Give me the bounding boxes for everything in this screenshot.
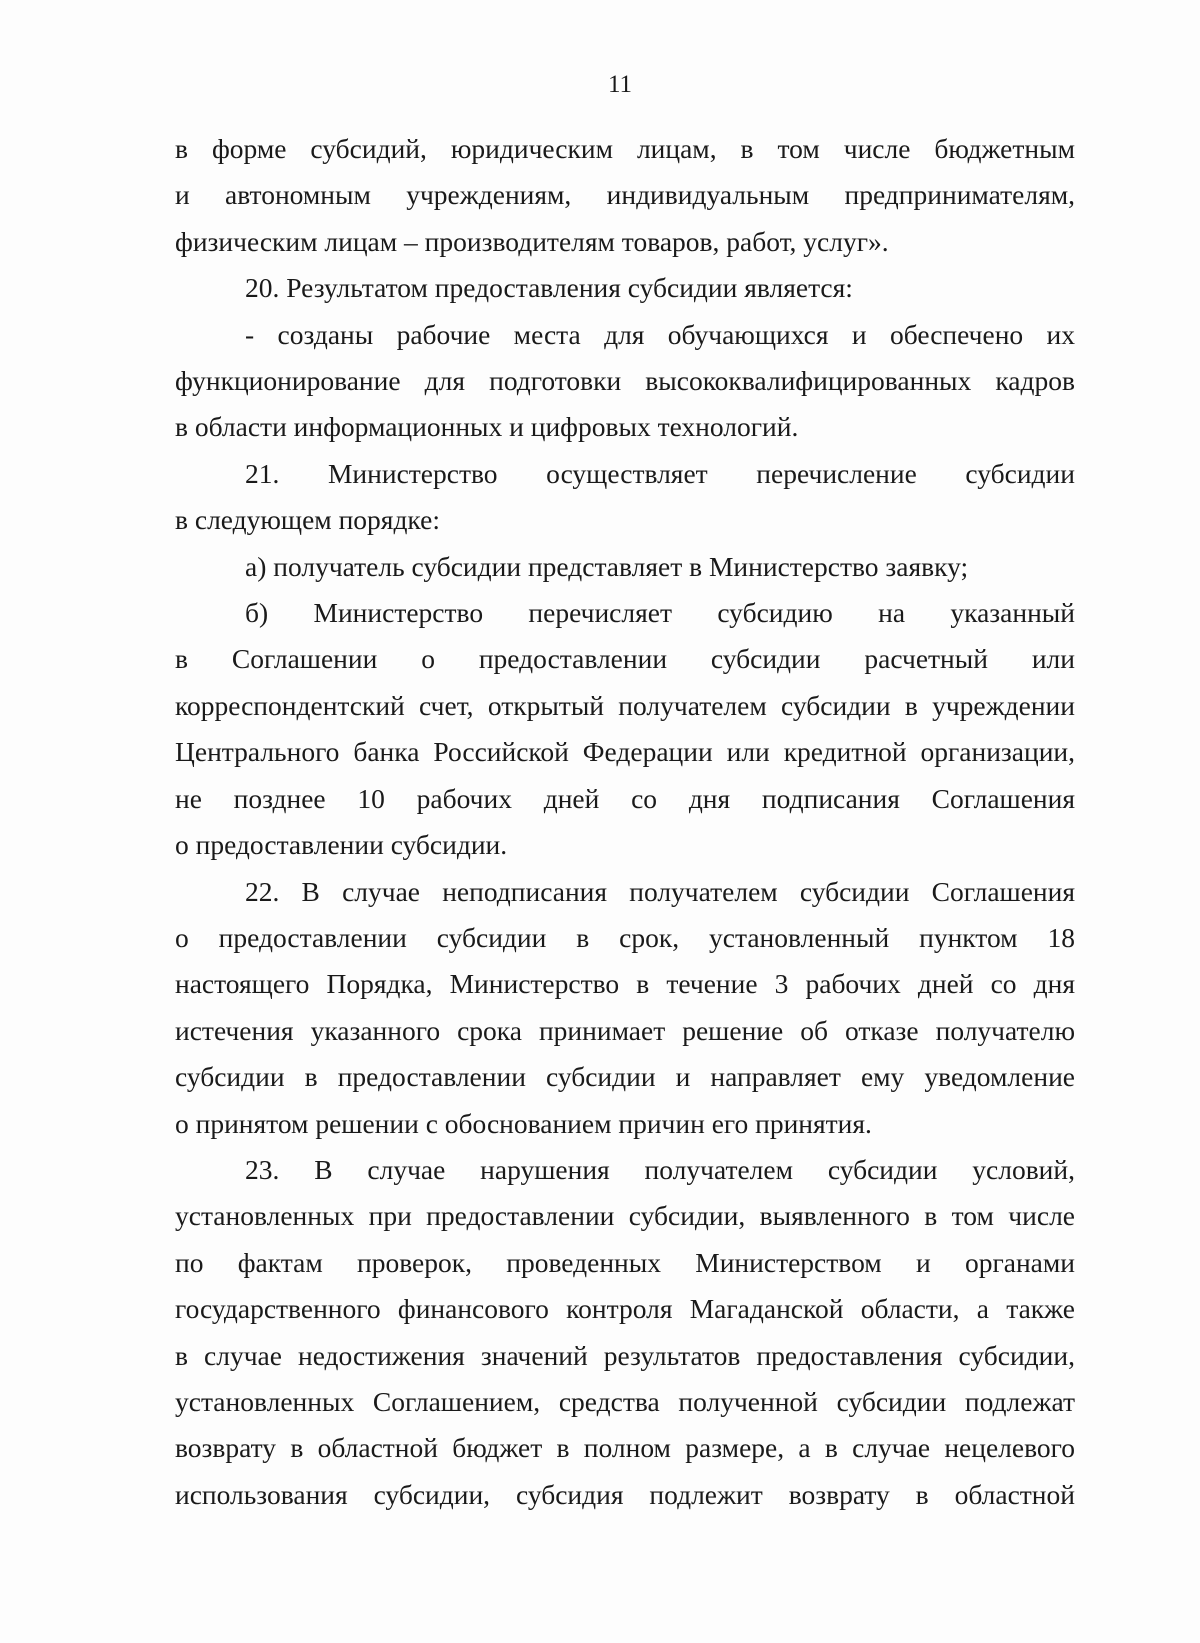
text-line: а) получатель субсидии представляет в Министерство заявку; xyxy=(245,550,969,582)
text-line: о предоставлении субсидии. xyxy=(175,829,508,861)
text-line: Центрального банка Российской Федерации или кредитной организации, xyxy=(175,736,1075,768)
text-line: функционирование для подготовки высококвалифицированных кадров xyxy=(175,365,1075,397)
paragraph-item-23 xyxy=(175,1147,1075,1518)
document-body xyxy=(175,126,1075,1518)
text-line: 20. Результатом предоставления субсидии является: xyxy=(245,272,853,304)
text-line: корреспондентский счет, открытый получателем субсидии в учреждении xyxy=(175,689,1075,721)
text-line: настоящего Порядка, Министерство в течение 3 рабочих дней со дня xyxy=(175,968,1075,1000)
text-line: субсидии в предоставлении субсидии и направляет ему уведомление xyxy=(175,1061,1075,1093)
text-line: в следующем порядке: xyxy=(175,504,440,536)
paragraph xyxy=(175,312,1075,451)
paragraph-item-20 xyxy=(175,265,1075,311)
text-line: установленных Соглашением, средства полученной субсидии подлежат xyxy=(175,1385,1075,1417)
text-line: не позднее 10 рабочих дней со дня подписания Соглашения xyxy=(175,782,1075,814)
paragraph-item-21 xyxy=(175,451,1075,544)
text-line: о предоставлении субсидии в срок, установленный пунктом 18 xyxy=(175,921,1075,953)
text-line: 22. В случае неподписания получателем субсидии Соглашения xyxy=(245,875,1075,907)
text-line: установленных при предоставлении субсидии, выявленного в том числе xyxy=(175,1200,1075,1232)
paragraph xyxy=(175,126,1075,265)
paragraph-item-22 xyxy=(175,869,1075,1147)
paragraph-subitem-a xyxy=(175,544,1075,590)
text-line: и автономным учреждениям, индивидуальным предпринимателям, xyxy=(175,179,1075,211)
text-line: в Соглашении о предоставлении субсидии расчетный или xyxy=(175,643,1075,675)
text-line: 23. В случае нарушения получателем субсидии условий, xyxy=(245,1153,1075,1185)
text-line: в области информационных и цифровых технологий. xyxy=(175,411,799,443)
text-line: использования субсидии, субсидия подлежит возврату в областной xyxy=(175,1478,1075,1510)
text-line: физическим лицам – производителям товаров, работ, услуг». xyxy=(175,225,889,257)
text-line: в форме субсидий, юридическим лицам, в том числе бюджетным xyxy=(175,133,1075,164)
page-number: 11 xyxy=(607,71,633,98)
text-line: б) Министерство перечисляет субсидию на указанный xyxy=(245,597,1075,629)
text-line: 21. Министерство осуществляет перечисление субсидии xyxy=(245,457,1075,489)
text-line: о принятом решении с обоснованием причин его принятия. xyxy=(175,1107,872,1139)
text-line: по фактам проверок, проведенных Министерством и органами xyxy=(175,1246,1075,1278)
text-line: истечения указанного срока принимает решение об отказе получателю xyxy=(175,1014,1075,1046)
paragraph-subitem-b xyxy=(175,590,1075,868)
text-line: - созданы рабочие места для обучающихся и обеспечено их xyxy=(245,318,1075,350)
text-line: государственного финансового контроля Магаданской области, а также xyxy=(175,1293,1075,1325)
text-line: в случае недостижения значений результатов предоставления субсидии, xyxy=(175,1339,1075,1371)
text-line: возврату в областной бюджет в полном размере, а в случае нецелевого xyxy=(175,1432,1075,1464)
